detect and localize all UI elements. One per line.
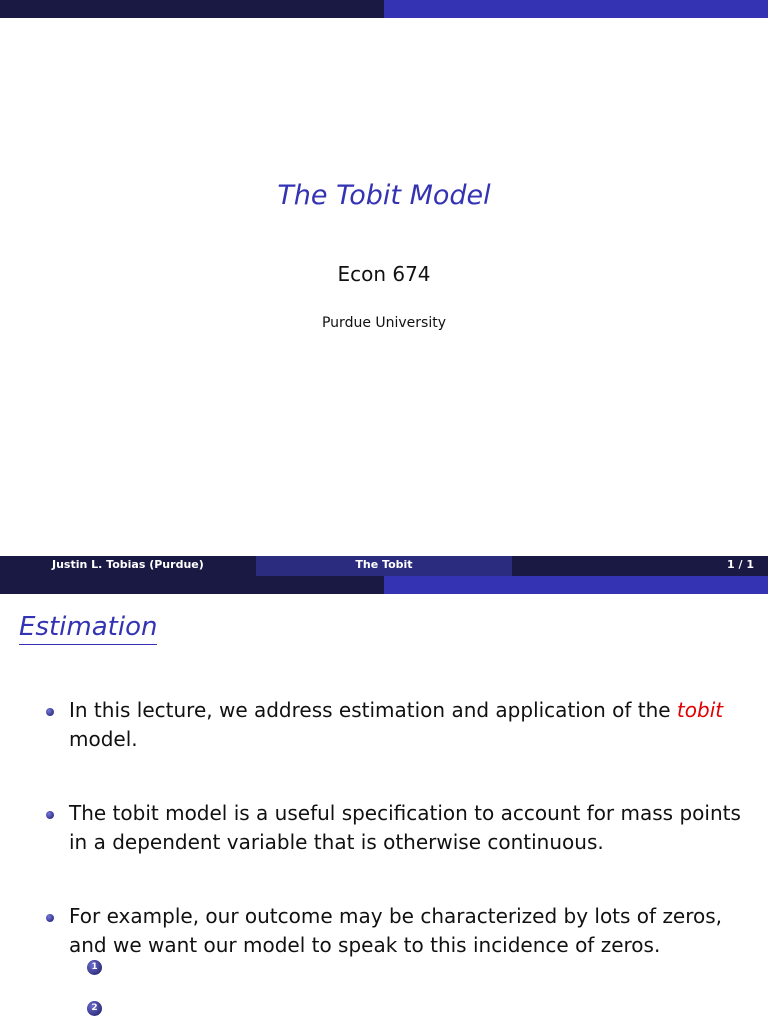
header-bar: [0, 0, 768, 18]
footer-bar: [0, 556, 768, 576]
bullet-text: For example, our outcome may be characterized by lots of zeros, and we want our model to speak to this incidence of zeros.: [69, 904, 723, 957]
bullet-text: model.: [69, 727, 138, 751]
bullet-icon: [46, 914, 54, 922]
frame-title: Estimation: [19, 612, 157, 645]
alert-term: tobit: [676, 698, 724, 722]
footer-short-title: The Tobit: [256, 556, 512, 576]
header-bar-left: [0, 576, 384, 594]
course-name: Econ 674: [337, 262, 431, 286]
enum-number-icon: 1: [87, 960, 102, 975]
bullet-list: [46, 696, 756, 960]
footer-author: Justin L. Tobias (Purdue): [0, 556, 256, 576]
header-bar-right: [384, 576, 768, 594]
institution: Purdue University: [321, 315, 447, 331]
header-bar: [0, 576, 768, 594]
bullet-item: [46, 902, 756, 960]
bullet-icon: [46, 708, 54, 716]
bullet-item: [46, 696, 756, 754]
header-bar-right: [384, 0, 768, 18]
enum-number-icon: 2: [87, 1001, 102, 1016]
bullet-item: [46, 799, 756, 857]
footer-page-number: 1 / 1: [512, 556, 768, 576]
estimation-slide: [0, 576, 768, 1024]
bullet-icon: [46, 811, 54, 819]
presentation-title: The Tobit Model: [277, 180, 491, 211]
bullet-text: The tobit model is a useful specification to account for mass points in a dependent variable that is otherwise continuous.: [69, 801, 741, 854]
bullet-text: In this lecture, we address estimation and application of the: [69, 698, 677, 722]
header-bar-left: [0, 0, 384, 18]
